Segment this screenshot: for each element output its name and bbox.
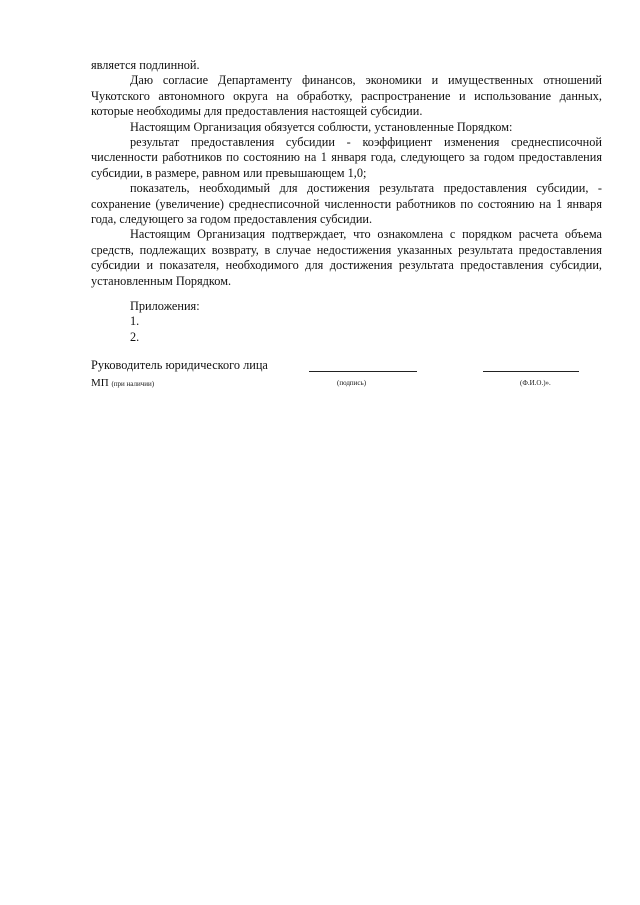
attachment-item-2: 2.	[130, 329, 140, 344]
attachment-item-1: 1.	[130, 314, 140, 329]
attachments-heading: Приложения:	[130, 299, 200, 313]
name-caption: (Ф.И.О.)».	[520, 379, 551, 387]
document-body	[91, 58, 602, 289]
seal-label	[91, 377, 154, 390]
seal-mp: МП	[91, 377, 109, 389]
paragraph-obligation: Настоящим Организация обязуется соблюсти, установленные Порядком:	[130, 119, 513, 134]
signature-line	[309, 371, 417, 372]
paragraph-consent: Даю согласие Департаменту финансов, экономики и имущественных отношений Чукотского автономного округа на обработку, распространение и использование данных, которые необходимы для предоставления настоящей субсидии.	[91, 73, 602, 119]
signatory-role: Руководитель юридического лица	[91, 358, 268, 372]
paragraph-result: результат предоставления субсидии - коэффициент изменения среднесписочной численности работников по состоянию на 1 января года, следующего за годом предоставления субсидии, в размере, равном или превышающем 1,0;	[91, 135, 602, 180]
attachments-list	[130, 299, 200, 345]
signature-caption: (подпись)	[337, 379, 367, 387]
name-line	[483, 371, 579, 372]
paragraph-authenticity: является подлинной.	[91, 58, 200, 72]
paragraph-confirmation: Настоящим Организация подтверждает, что ознакомлена с порядком расчета объема средств, подлежащих возврату, в случае недостижения указанных результата предоставления субсидии и показателя, необходимого для достижения результата предоставления субсидии, установленным Порядком.	[91, 227, 602, 288]
paragraph-indicator: показатель, необходимый для достижения результата предоставления субсидии, - сохранение (увеличение) среднесписочной численности работников по состоянию на 1 января года, следующего за годом предоставления субсидии.	[91, 181, 602, 227]
seal-note: (при наличии)	[111, 380, 155, 388]
